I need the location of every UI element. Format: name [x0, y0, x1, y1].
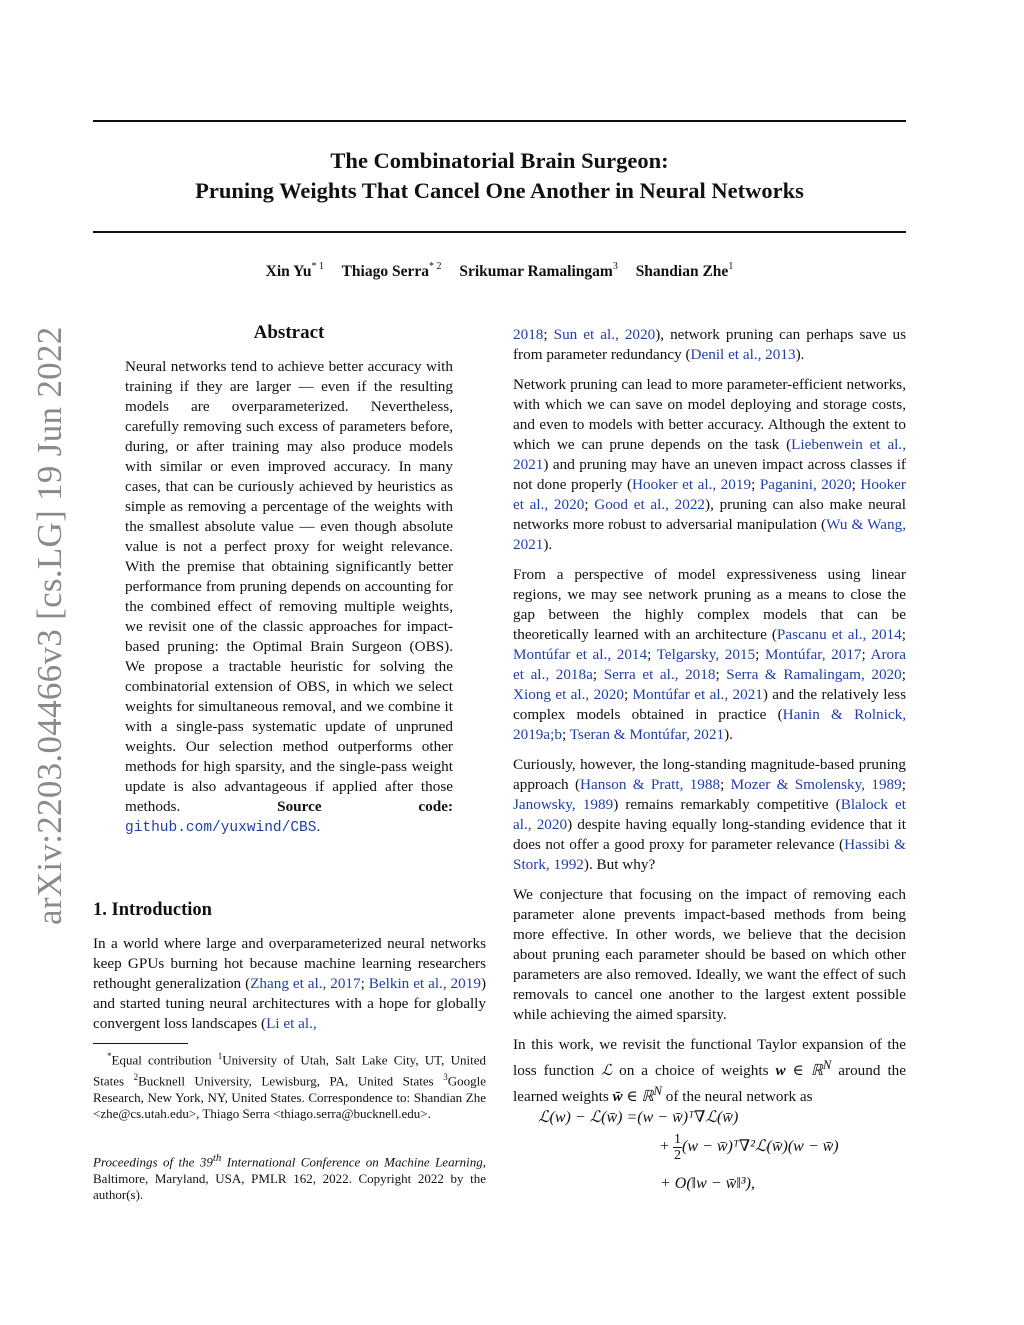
source-code-label: Source code:: [277, 798, 453, 815]
author-list: [93, 263, 906, 281]
loss-symbol: ℒ: [601, 1062, 613, 1080]
citation-link[interactable]: Zhang et al., 2017: [250, 975, 361, 992]
citation-link[interactable]: Blalock et al., 2020: [513, 796, 906, 833]
proceedings-text: Proceedings of the: [93, 1154, 200, 1170]
footnote-rule: [93, 1043, 188, 1044]
citation-link[interactable]: Denil et al., 2013: [690, 346, 796, 363]
author-name: Shandian Zhe: [635, 263, 729, 280]
body-text: ) and pruning may have an uneven impact across classes if not done properly (: [513, 456, 906, 493]
footnote-text: University of Utah, Salt Lake City, UT, United States: [93, 1052, 486, 1089]
title-top-rule: [93, 120, 906, 122]
citation-separator: ;: [360, 975, 369, 992]
citation-link[interactable]: Mozer & Smolensky, 1989: [730, 776, 902, 793]
proceedings-note: [93, 1150, 486, 1204]
proceedings-conference: International Conference on Machine Learning: [221, 1154, 483, 1170]
body-text: Network pruning can lead to more parameter-efficient networks, with which we can save on model deploying and storage costs, and even to models with better accuracy. Although the extent to which we can prune depends on the task (: [513, 376, 906, 453]
author-affiliation-mark: * 1: [311, 261, 324, 272]
intro-paragraph: [93, 934, 486, 1034]
footnote-text: Equal contribution: [111, 1052, 218, 1068]
body-text: ).: [724, 726, 733, 743]
citation-link[interactable]: Montúfar et al., 2021: [632, 686, 763, 703]
citation-link[interactable]: Paganini, 2020: [759, 476, 852, 493]
weight-vector-symbol: w ∈ ℝ$^N$: [775, 1058, 832, 1080]
abstract-end-punct: .: [316, 818, 321, 835]
citation-link[interactable]: Hanson & Pratt, 1988: [580, 776, 721, 793]
footnote-mark: *: [107, 1051, 112, 1061]
footnote-text: Bucknell University, Lewisburg, PA, United States: [138, 1073, 444, 1089]
body-text: ). But why?: [583, 856, 656, 873]
body-text: around the learned weights: [513, 1062, 906, 1106]
equation-text: ℒ(w) − ℒ(w̄) =(w − w̄)ᵀ∇ℒ(w̄): [538, 1109, 739, 1126]
taylor-equation-line-3: [660, 1175, 755, 1193]
proceedings-text: , Baltimore, Maryland, USA, PMLR 162, 2022. Copyright 2022 by the author(s).: [93, 1154, 486, 1203]
paragraph: From a perspective of model expressiveness using linear regions, we may see network pruning as a means to close the gap between the highly complex models that can be theoretically learned with an architecture (Pascanu et al., 2014; Montúfar et al., 2014; Telgarsky, 2015; Montúfar, 2017; Arora et al., 2018a; Serra et al., 2018; Serra & Ramalingam, 2020; Xiong et al., 2020; Montúfar et al., 2021) and the relatively less complex models obtained in practice (Hanin & Rolnick, 2019a;b; Tseran & Montúfar, 2021).: [513, 566, 907, 743]
footnote-mark: 3: [443, 1071, 448, 1082]
learned-weight-symbol: w̄ ∈ ℝ$^N$: [612, 1084, 662, 1106]
body-text: on a choice of weights: [612, 1062, 776, 1080]
intro-text: ) and started tuning neural architectures with a hope for globally convergent loss landscapes (: [93, 975, 486, 1032]
author-affiliation-mark: * 2: [429, 261, 442, 272]
right-column: [513, 325, 906, 1117]
body-text: of the neural network as: [662, 1088, 813, 1106]
citation-link[interactable]: Belkin et al., 2019: [368, 975, 481, 992]
citation-link[interactable]: Arora et al., 2018a: [513, 646, 906, 683]
author-name: Xin Yu: [265, 263, 312, 280]
citation-link[interactable]: Montúfar et al., 2014: [513, 646, 648, 663]
body-text: From a perspective of model expressiveness using linear regions, we may see network pruning as a means to close the gap between the highly complex models that can be theoretically learned with an architecture (: [513, 566, 906, 643]
citation-link[interactable]: Hooker et al., 2019: [632, 476, 752, 493]
fraction-half: [673, 1132, 682, 1163]
paragraph: Network pruning can lead to more parameter-efficient networks, with which we can save on model deploying and storage costs, and even to models with better accuracy. Although the extent to which we can prune depends on the task (Liebenwein et al., 2021) and pruning may have an uneven impact across classes if not done properly (Hooker et al., 2019; Paganini, 2020; Hooker et al., 2020; Good et al., 2022), pruning can also make neural networks more robust to adversarial manipulation (Wu & Wang, 2021).: [513, 376, 907, 553]
body-text: In this work, we revisit the functional Taylor expansion of the loss function: [513, 1036, 906, 1080]
citation-link[interactable]: Hassibi & Stork, 1992: [513, 836, 906, 873]
citation-link[interactable]: Serra et al., 2018: [603, 666, 716, 683]
abstract-text: Neural networks tend to achieve better accuracy with training if they are larger — even if the resulting models are overparameterized. Nevertheless, carefully removing such excess of parameters before, during, or after training may also produce models with similar or even improved accuracy. In many cases, that can be curiously achieved by heuristics as simple as removing a percentage of the weights with the smallest absolute value — even though absolute value is not a perfect proxy for weight relevance. With the premise that obtaining significantly better performance from pruning depends on accounting for the combined effect of removing multiple weights, we revisit one of the classic approaches for impact-based pruning: the Optimal Brain Surgeon (OBS). We propose a tractable heuristic for solving the combinatorial extension of OBS, in which we select weights for simultaneous removal, and we combine it with a single-pass systematic update of unpruned weights. Our selection method outperforms other methods for high sparsity, and the single-pass weight update is also advantageous if applied after those methods.: [125, 358, 453, 815]
paragraph: [513, 1035, 906, 1107]
citation-link[interactable]: Xiong et al., 2020: [513, 686, 624, 703]
equation-text: + O(‖w − w̄‖³),: [660, 1175, 755, 1192]
body-text: ).: [543, 536, 553, 553]
proceedings-superscript: th: [212, 1152, 222, 1164]
author-affiliation-mark: 1: [728, 261, 734, 272]
fraction-numerator: 1: [674, 1132, 682, 1147]
author-name: Srikumar Ramalingam: [459, 263, 613, 280]
citation-separator: ;: [543, 326, 554, 343]
citation-link[interactable]: Good et al., 2022: [594, 496, 706, 513]
body-text: ).: [795, 346, 805, 363]
footnote-mark: 2: [133, 1071, 139, 1082]
author-name: Thiago Serra: [341, 263, 429, 280]
citation-link[interactable]: Tseran & Montúfar, 2021: [569, 726, 725, 743]
citation-link[interactable]: Janowsky, 1989: [513, 796, 614, 813]
body-text: ), network pruning can perhaps save us from parameter redundancy (: [513, 326, 906, 363]
citation-link[interactable]: Montúfar, 2017: [764, 646, 862, 663]
equation-text: (w − w̄)ᵀ∇²ℒ(w̄)(w − w̄): [682, 1138, 839, 1156]
citation-link[interactable]: Li et al.,: [266, 1015, 317, 1032]
author-affiliation-mark: 3: [612, 261, 618, 272]
section-heading-introduction: 1. Introduction: [93, 900, 212, 920]
body-text: Curiously, however, the long-standing magnitude-based pruning approach (: [513, 756, 906, 793]
intro-text: In a world where large and overparameterized neural networks keep GPUs burning hot because machine learning researchers rethought generalization (: [93, 935, 486, 992]
body-text: ) remains remarkably competitive (: [613, 796, 841, 813]
citation-link[interactable]: Wu & Wang, 2021: [513, 516, 906, 553]
abstract-heading: Abstract: [253, 322, 325, 343]
body-text: ) despite having equally long-standing evidence that it does not offer a good proxy for parameter relevance (: [513, 816, 906, 853]
affiliations-footnote: [93, 1048, 486, 1123]
paragraph: [513, 325, 906, 365]
citation-link[interactable]: Hooker et al., 2020: [513, 476, 906, 513]
taylor-equation-line-2: + $\frac{1}{2}$ (w − w̄)ᵀ∇²ℒ(w̄)(w − w̄): [660, 1132, 839, 1163]
citation-link[interactable]: Hanin & Rolnick, 2019a;b: [513, 706, 906, 743]
paper-title-line-1: The Combinatorial Brain Surgeon:: [330, 148, 669, 173]
citation-link[interactable]: Pascanu et al., 2014: [776, 626, 902, 643]
citation-link[interactable]: Sun et al., 2020: [553, 326, 656, 343]
abstract-body: [125, 357, 453, 838]
footnote-text: Google Research, New York, NY, United States. Correspondence to: Shandian Zhe <zhe@cs.utah.edu>, Thiago Serra <thiago.serra@bucknell.edu>.: [93, 1073, 486, 1122]
citation-link[interactable]: 2018: [513, 326, 544, 343]
body-text: ) and the relatively less complex models obtained in practice (: [513, 686, 907, 723]
citation-link[interactable]: Liebenwein et al., 2021: [513, 436, 906, 473]
taylor-equation-line-1: [538, 1107, 738, 1127]
arxiv-sidebar-stamp: arXiv:2203.04466v3 [cs.LG] 19 Jun 2022: [30, 326, 69, 925]
fraction-denominator: 2: [674, 1148, 682, 1163]
citation-link[interactable]: Telgarsky, 2015: [656, 646, 756, 663]
paragraph: [513, 885, 906, 1025]
source-code-link[interactable]: github.com/yuxwind/CBS: [125, 820, 317, 836]
title-bottom-rule: [93, 231, 906, 233]
paragraph: Curiously, however, the long-standing magnitude-based pruning approach (Hanson & Pratt, 1988; Mozer & Smolensky, 1989; Janowsky, 1989) remains remarkably competitive (Blalock et al., 2020) despite having equally long-standing evidence that it does not offer a good proxy for parameter relevance (Hassibi & Stork, 1992). But why?: [513, 756, 906, 873]
footnote-mark: 1: [217, 1051, 223, 1061]
paper-title-line-2: Pruning Weights That Cancel One Another in Neural Networks: [195, 178, 804, 203]
body-text: ), pruning can also make neural networks more robust to adversarial manipulation (: [513, 496, 907, 533]
citation-link[interactable]: Serra & Ramalingam, 2020: [726, 666, 902, 683]
body-text: We conjecture that focusing on the impact of removing each parameter alone prevents impact-based methods from being more effective. In other words, we believe that the decision about pruning each parameter should be based on which other parameters are also removed. Ideally, we want the effect of such removals to cancel one another to the largest extent possible while achieving the aimed sparsity.: [513, 886, 906, 1023]
proceedings-number: 39: [199, 1154, 213, 1170]
